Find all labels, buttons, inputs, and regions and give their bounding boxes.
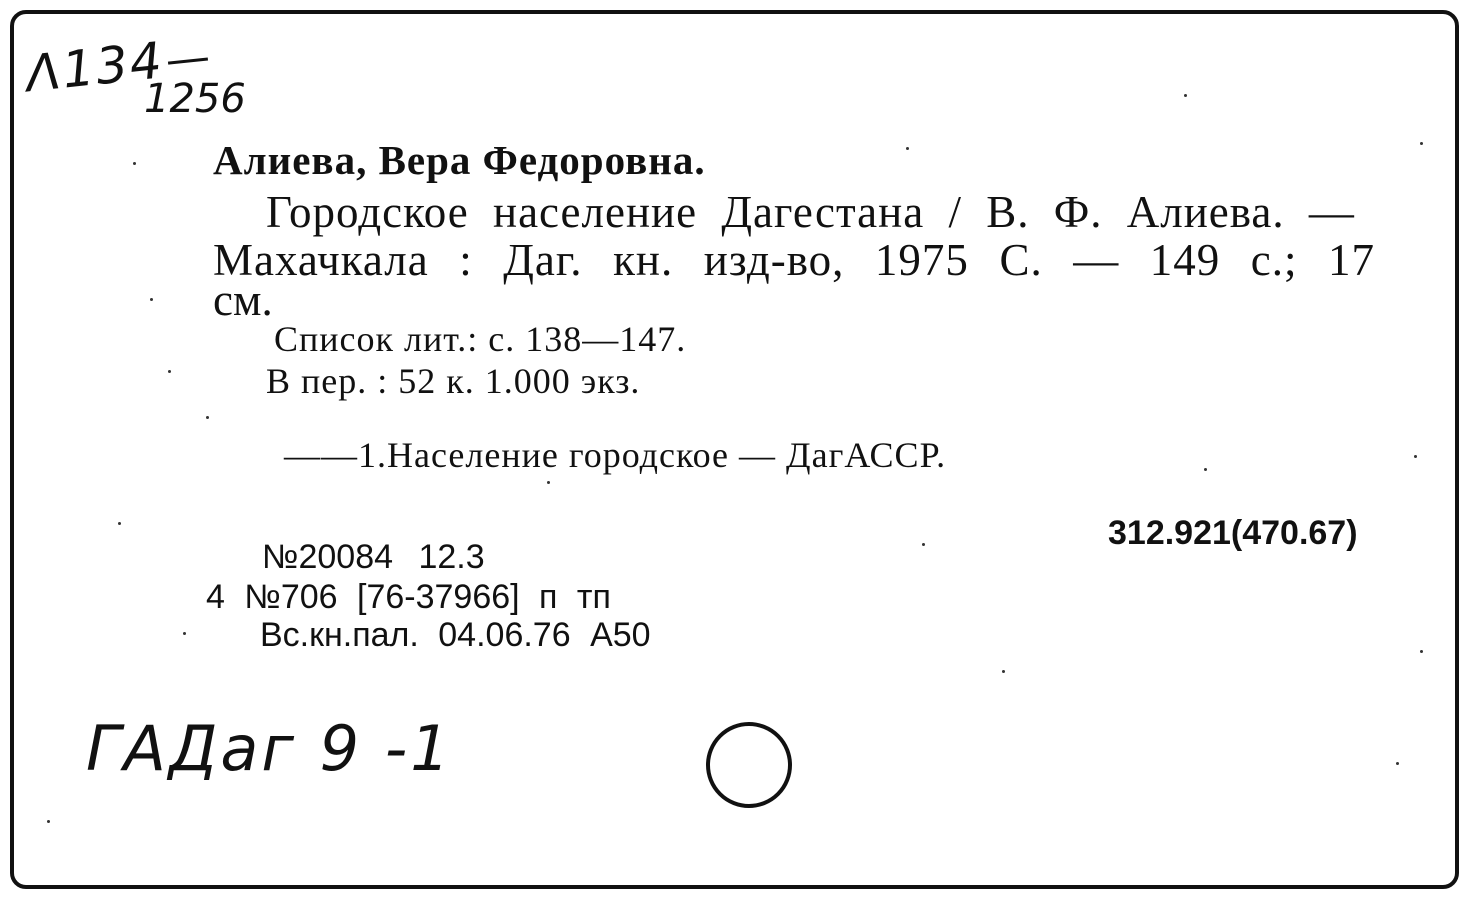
call-number-sub: 1256: [144, 76, 246, 122]
speck: [1420, 142, 1423, 145]
speck: [1420, 650, 1423, 653]
imprint-publisher-1: Даг.: [503, 235, 583, 285]
speck: [1002, 670, 1005, 673]
speck: [1184, 94, 1187, 97]
speck: [150, 298, 153, 301]
imprint-size: 17: [1328, 235, 1375, 285]
speck: [183, 632, 186, 635]
subject-heading: ——1.Население городское — ДагАССР.: [284, 435, 947, 475]
imprint-pages: 149: [1149, 235, 1221, 285]
imprint-publisher-3: изд-во,: [703, 235, 845, 285]
imprint-s: С.: [999, 235, 1043, 285]
speck: [906, 147, 909, 150]
imprint-place: Махачкала: [213, 235, 429, 285]
call-number-top: Λ134: [23, 31, 167, 104]
publisher-record-2: 4 №706 [76-37966] п тп: [206, 578, 611, 616]
call-number-dash: [168, 57, 208, 64]
extent-unit: см.: [213, 275, 273, 325]
author-heading: Алиева, Вера Федоровна.: [213, 137, 706, 183]
imprint-pages-unit: с.;: [1250, 235, 1298, 285]
speck: [133, 162, 136, 165]
speck: [47, 820, 50, 823]
imprint-year: 1975: [874, 235, 969, 285]
imprint-line: [213, 234, 1375, 286]
speck: [168, 370, 171, 373]
speck: [118, 522, 121, 525]
imprint-publisher-2: кн.: [613, 235, 674, 285]
location-mark-handwritten: ГАДаг 9 -1: [86, 712, 453, 785]
publisher-record-3: Вс.кн.пал. 04.06.76 А50: [260, 616, 651, 654]
title-statement: Городское население Дагестана / В. Ф. Алиева. —: [266, 187, 1355, 237]
imprint-dash: —: [1073, 235, 1120, 285]
speck: [922, 543, 925, 546]
classification-number: 312.921(470.67): [1108, 514, 1358, 552]
price-note: В пер. : 52 к. 1.000 экз.: [266, 361, 641, 401]
imprint-colon: :: [459, 235, 473, 285]
punch-hole: [706, 722, 792, 808]
publisher-record-1: №20084 12.3: [262, 538, 485, 576]
bibliography-note: Список лит.: с. 138—147.: [274, 319, 687, 359]
speck: [1204, 468, 1207, 471]
speck: [1414, 455, 1417, 458]
speck: [206, 416, 209, 419]
speck: [1396, 762, 1399, 765]
speck: [547, 481, 550, 484]
